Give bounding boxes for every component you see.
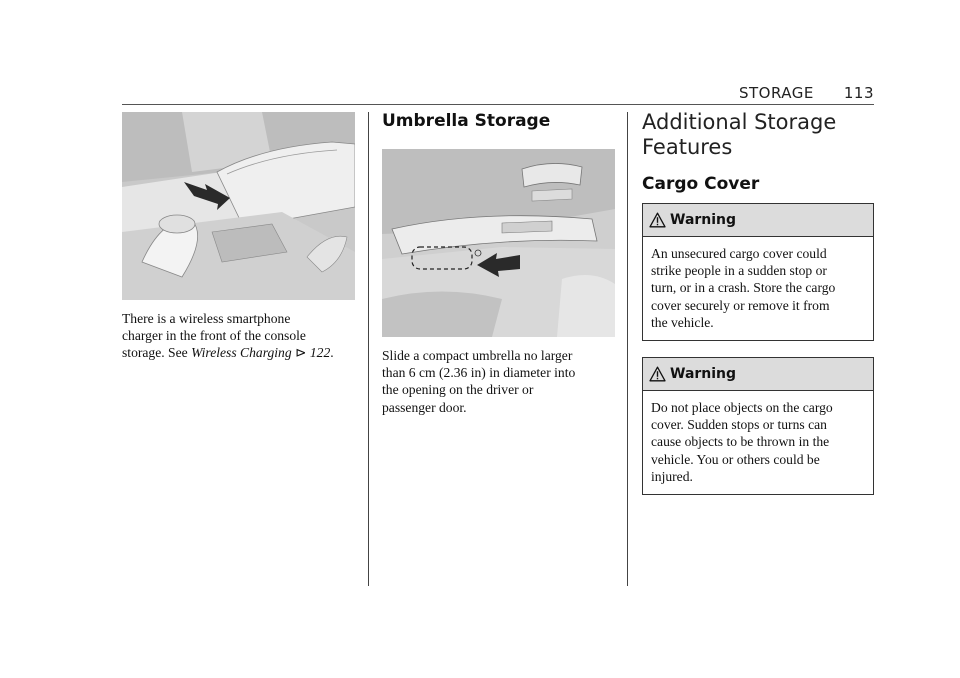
- warning-header: [643, 204, 873, 237]
- text-line: passenger door.: [382, 399, 467, 415]
- warning-title: Warning: [670, 212, 737, 228]
- warning-text: An unsecured cargo cover could strike people in a sudden stop or turn, or in a crash. Store the cargo cover securely or remove it from the vehicle.: [651, 246, 836, 330]
- warning-box-1: [642, 203, 874, 341]
- console-storage-figure: [122, 112, 355, 300]
- section-title: STORAGE: [738, 84, 814, 102]
- cross-reference-link[interactable]: Wireless Charging: [191, 345, 292, 361]
- header-rule: [122, 104, 874, 105]
- warning-triangle-icon: [649, 366, 666, 382]
- text-line: charger in the front of the console: [122, 328, 306, 344]
- warning-text: Do not place objects on the cargo cover. Sudden stops or turns can cause objects to be thrown in the vehicle. You or others could be injured.: [651, 400, 833, 484]
- additional-storage-heading: Additional Storage Features: [642, 110, 837, 159]
- console-illustration: [122, 112, 355, 300]
- warning-title: Warning: [670, 366, 737, 382]
- warning-header: [643, 358, 873, 391]
- umbrella-storage-figure: [382, 149, 615, 337]
- console-description: [122, 310, 357, 362]
- page-ref-icon: ⊳: [295, 345, 307, 361]
- text-line: the opening on the driver or: [382, 382, 534, 398]
- page-number: 113: [843, 84, 874, 102]
- umbrella-description: [382, 347, 617, 416]
- door-illustration: [382, 149, 615, 337]
- text-line: Slide a compact umbrella no larger: [382, 348, 573, 363]
- column-divider-2: [627, 112, 628, 586]
- text-line: There is a wireless smartphone: [122, 311, 291, 326]
- page-header: [739, 84, 874, 102]
- text-line: than 6 cm (2.36 in) in diameter into: [382, 365, 576, 381]
- warning-triangle-icon: [649, 212, 666, 228]
- umbrella-storage-heading: Umbrella Storage: [382, 111, 551, 131]
- cross-reference-page[interactable]: 122: [309, 345, 331, 361]
- cargo-cover-heading: Cargo Cover: [642, 174, 760, 194]
- warning-box-2: [642, 357, 874, 495]
- column-divider-1: [368, 112, 369, 586]
- text-line: storage. See Wireless Charging ⊳ 122.: [122, 345, 334, 361]
